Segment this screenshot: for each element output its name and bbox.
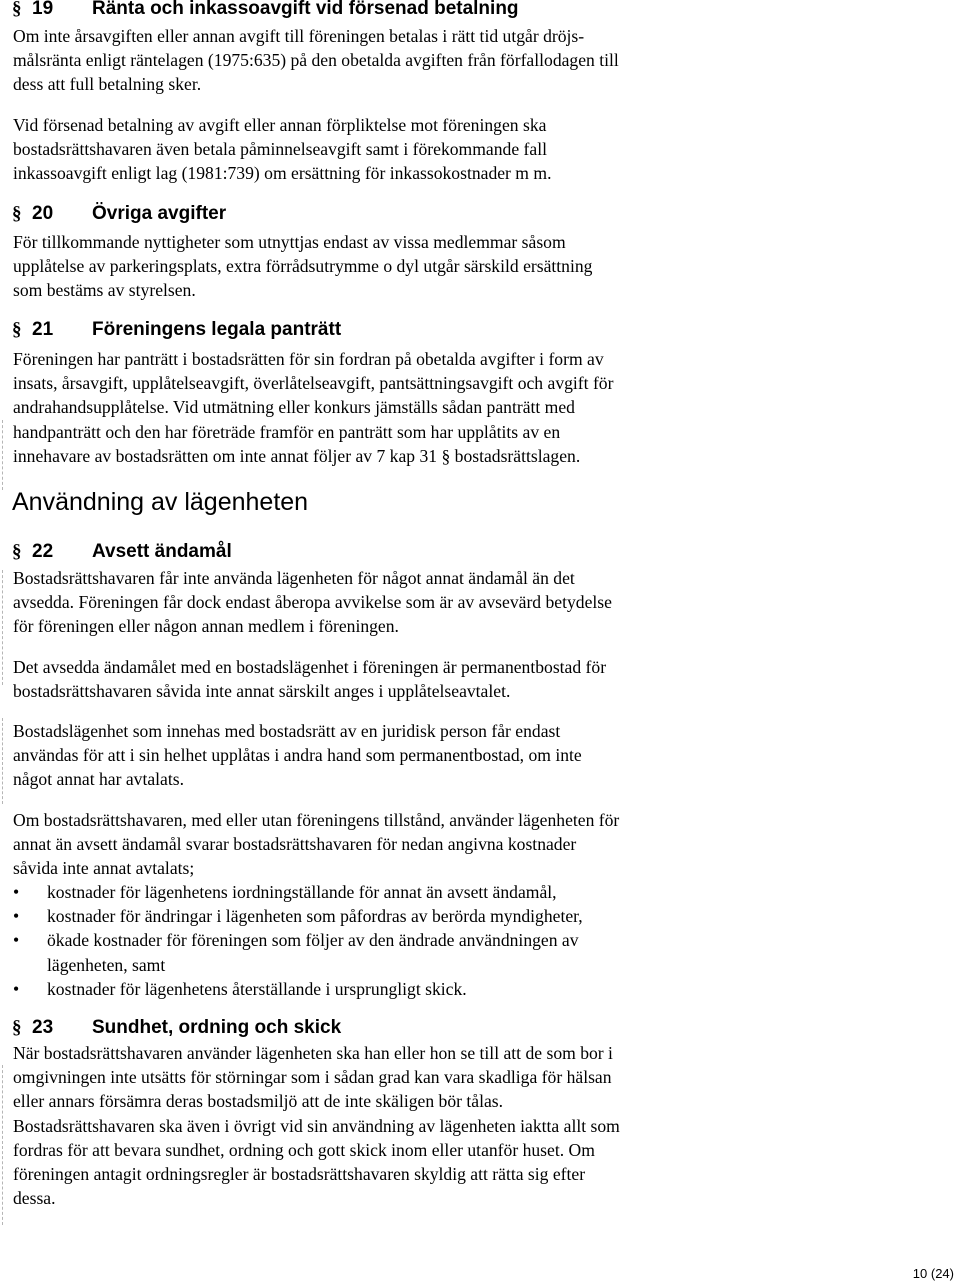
section-title: Övriga avgifter: [92, 203, 227, 224]
section-22-paragraph-1: Bostadsrättshavaren får inte använda lägenheten för något annat ändamål än det avsedda. Föreningen får dock endast åberopa avvikelse som är av avsevärd betydelse för föreningen eller någon annan medlem i föreningen.: [13, 568, 612, 637]
section-22-heading: [12, 540, 232, 564]
section-number: 22: [32, 541, 54, 562]
chapter-title: Användning av lägenheten: [12, 488, 309, 516]
section-21-paragraph-1: Föreningen har panträtt i bostadsrätten för sin fordran på obetalda avgifter i form av insats, årsavgift, upplåtelseavgift, överlåtelseavgift, pantsättningsavgift och avgift för andrahandsupplåtelse. Vid utmätning eller konkurs jämställs sådan panträtt med handpanträtt och den har företräde framför en panträtt som har upplåtits av en innehavare av bostadsrätten om inte annat följer av 7 kap 31 § bostadsrättslagen.: [13, 349, 614, 466]
list-item: • ökade kostnader för föreningen som följer av den ändrade användningen av lägenheten, samt: [13, 928, 733, 976]
section-22-paragraph-2: Det avsedda ändamålet med en bostadslägenhet i föreningen är permanentbostad för bostadsrättshavaren såvida inte annat särskilt anges i upplåtelseavtalet.: [13, 657, 607, 702]
margin-change-bar: [2, 570, 3, 685]
section-22-paragraph-4: Om bostadsrättshavaren, med eller utan föreningens tillstånd, använder lägenheten för annat än avsett ändamål svarar bostadsrättshavaren för nedan angivna kostnader såvida inte annat avtalats;: [13, 810, 620, 879]
section-19-paragraph-2: Vid försenad betalning av avgift eller annan förpliktelse mot föreningen ska bostadsrättshavaren även betala påminnelseavgift samt i förekommande fall inkassoavgift enligt lag (1981:739) om ersättning för inkassokostnader m m.: [13, 115, 552, 184]
section-title: Föreningens legala panträtt: [92, 319, 342, 340]
section-number: 19: [32, 0, 54, 19]
section-number: 20: [32, 203, 54, 224]
section-title: Avsett ändamål: [92, 541, 232, 562]
margin-change-bar: [2, 1065, 3, 1225]
page-number: 10 (24): [912, 1266, 954, 1281]
section-number: 21: [32, 319, 54, 340]
margin-change-bar: [2, 420, 3, 490]
list-item: • kostnader för lägenhetens återställande i ursprungligt skick.: [13, 977, 733, 1001]
margin-change-bar: [2, 718, 3, 804]
section-21-heading: [12, 318, 341, 342]
section-20-paragraph-1: För tillkommande nyttigheter som utnyttjas endast av vissa medlemmar såsom upplåtelse av parkeringsplats, extra förrådsutrymme o dyl utgår särskild ersättning som bestäms av styrelsen.: [13, 232, 593, 301]
section-19-paragraph-1: Om inte årsavgiften eller annan avgift till föreningen betalas i rätt tid utgår dröjs- målsränta enligt räntelagen (1975:635) på den obetalda avgiften från förfallodagen till dess att full betalning sker.: [13, 26, 619, 95]
list-item: • kostnader för lägenhetens iordningställande för annat än avsett ändamål,: [13, 880, 733, 904]
section-symbol: §: [12, 1017, 22, 1038]
section-symbol: §: [12, 203, 22, 224]
bullet-marker: •: [13, 978, 20, 999]
bullet-marker: •: [13, 906, 20, 927]
list-item: • kostnader för ändringar i lägenheten som påfordras av berörda myndigheter,: [13, 904, 733, 928]
section-symbol: §: [12, 0, 22, 19]
bullet-marker: •: [13, 930, 20, 951]
bullet-marker: •: [13, 882, 20, 902]
section-symbol: §: [12, 319, 22, 340]
section-title: Ränta och inkassoavgift vid försenad betalning: [92, 0, 519, 19]
section-number: 23: [32, 1017, 54, 1038]
cost-bullet-list: [13, 880, 733, 1001]
section-title: Sundhet, ordning och skick: [92, 1017, 342, 1038]
section-19-heading: [12, 0, 519, 21]
section-22-paragraph-3: Bostadslägenhet som innehas med bostadsrätt av en juridisk person får endast användas för att i sin helhet upplåtas i andra hand som permanentbostad, om inte något annat har avtalats.: [13, 721, 582, 790]
section-23-paragraph-1: När bostadsrättshavaren använder lägenheten ska han eller hon se till att de som bor i omgivningen inte utsätts för störningar som i sådan grad kan vara skadliga för hälsan eller annars försämra deras bostadsmiljö att de inte skäligen bör tålas. Bostadsrättshavaren ska även i övrigt vid sin användning av lägenheten iaktta allt som fordras för att bevara sundhet, ordning och gott skick inom eller utanför huset. Om föreningen antagit ordningsregler är bostadsrättshavaren skyldig att rätta sig efter dessa.: [13, 1043, 620, 1209]
section-symbol: §: [12, 541, 22, 562]
section-20-heading: [12, 202, 226, 226]
section-23-heading: [12, 1016, 341, 1040]
